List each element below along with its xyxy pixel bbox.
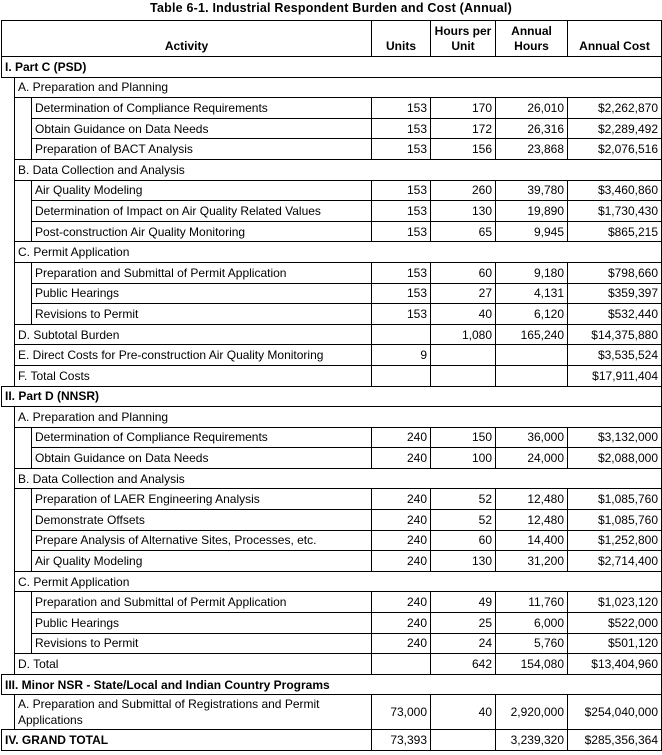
indent-cell (2, 77, 15, 98)
units-cell: 240 (372, 448, 431, 469)
units-cell: 240 (372, 427, 431, 448)
annual-hours-cell: 24,000 (496, 448, 568, 469)
indent-cell (2, 304, 15, 325)
table-row (2, 221, 662, 242)
table-row (2, 365, 662, 386)
annual-hours-cell (496, 345, 568, 366)
annual-hours-cell: 36,000 (496, 427, 568, 448)
indent-cell (2, 448, 15, 469)
hours-per-unit-cell: 24 (431, 633, 496, 654)
activity-cell: Preparation of LAER Engineering Analysis (32, 489, 372, 510)
activity-cell: D. Subtotal Burden (15, 324, 372, 345)
annual-cost-cell: $17,911,404 (568, 365, 662, 386)
hours-per-unit-cell: 642 (431, 654, 496, 675)
table-row (2, 98, 662, 119)
hours-per-unit-cell: 1,080 (431, 324, 496, 345)
annual-hours-cell: 5,760 (496, 633, 568, 654)
annual-hours-cell: 26,316 (496, 118, 568, 139)
indent-cell (2, 633, 15, 654)
annual-hours-cell: 3,239,320 (496, 730, 568, 751)
units-cell: 153 (372, 262, 431, 283)
activity-cell: Determination of Compliance Requirements (32, 427, 372, 448)
indent-cell (15, 613, 32, 634)
annual-cost-cell: $254,040,000 (568, 695, 662, 730)
hours-per-unit-cell: 156 (431, 139, 496, 160)
indent-cell (2, 159, 15, 180)
indent-cell (15, 98, 32, 119)
activity-cell: Revisions to Permit (32, 633, 372, 654)
annual-hours-cell: 4,131 (496, 283, 568, 304)
hours-per-unit-cell: 52 (431, 510, 496, 531)
hours-per-unit-cell: 130 (431, 551, 496, 572)
units-cell: 153 (372, 304, 431, 325)
header-annual-hours: Annual Hours (496, 21, 568, 57)
table-row (2, 427, 662, 448)
activity-cell: Preparation of BACT Analysis (32, 139, 372, 160)
indent-cell (2, 201, 15, 222)
annual-cost-cell: $2,088,000 (568, 448, 662, 469)
hours-per-unit-cell: 150 (431, 427, 496, 448)
table-row (2, 489, 662, 510)
table-row (2, 118, 662, 139)
annual-hours-cell: 165,240 (496, 324, 568, 345)
units-cell: 153 (372, 283, 431, 304)
indent-cell (15, 551, 32, 572)
table-row (2, 730, 662, 751)
units-cell (372, 654, 431, 675)
indent-cell (2, 407, 15, 428)
hours-per-unit-cell: 40 (431, 695, 496, 730)
indent-cell (15, 283, 32, 304)
indent-cell (15, 139, 32, 160)
table-row (2, 633, 662, 654)
activity-cell: Determination of Compliance Requirements (32, 98, 372, 119)
indent-cell (2, 139, 15, 160)
indent-cell (2, 468, 15, 489)
activity-cell: A. Preparation and Submittal of Registrations and Permit Applications (15, 695, 372, 730)
units-cell: 240 (372, 613, 431, 634)
annual-hours-cell: 11,760 (496, 592, 568, 613)
activity-cell: Air Quality Modeling (32, 551, 372, 572)
indent-cell (15, 592, 32, 613)
table-row (2, 551, 662, 572)
table-row (2, 448, 662, 469)
hours-per-unit-cell: 25 (431, 613, 496, 634)
table-row (2, 242, 662, 263)
indent-cell (2, 283, 15, 304)
indent-cell (15, 304, 32, 325)
annual-cost-cell: $3,460,860 (568, 180, 662, 201)
table-row (2, 654, 662, 675)
indent-cell (2, 551, 15, 572)
activity-cell: Public Hearings (32, 613, 372, 634)
units-cell (372, 365, 431, 386)
hours-per-unit-cell: 170 (431, 98, 496, 119)
activity-cell: E. Direct Costs for Pre-construction Air Quality Monitoring (15, 345, 372, 366)
indent-cell (15, 489, 32, 510)
annual-hours-cell: 12,480 (496, 510, 568, 531)
subsection-heading: C. Permit Application (15, 242, 662, 263)
table-title: Table 6-1. Industrial Respondent Burden and Cost (Annual) (150, 1, 512, 15)
indent-cell (2, 489, 15, 510)
hours-per-unit-cell: 27 (431, 283, 496, 304)
table-row (2, 304, 662, 325)
annual-cost-cell: $1,730,430 (568, 201, 662, 222)
hours-per-unit-cell: 130 (431, 201, 496, 222)
subsection-heading: A. Preparation and Planning (15, 77, 662, 98)
indent-cell (2, 118, 15, 139)
indent-cell (15, 262, 32, 283)
hours-per-unit-cell: 49 (431, 592, 496, 613)
hours-per-unit-cell: 40 (431, 304, 496, 325)
units-cell: 240 (372, 592, 431, 613)
table-row (2, 262, 662, 283)
subsection-heading: B. Data Collection and Analysis (15, 159, 662, 180)
activity-cell: Determination of Impact on Air Quality Related Values (32, 201, 372, 222)
units-cell: 153 (372, 201, 431, 222)
activity-cell: Prepare Analysis of Alternative Sites, Processes, etc. (32, 530, 372, 551)
annual-cost-cell: $13,404,960 (568, 654, 662, 675)
header-annual-cost: Annual Cost (568, 21, 662, 57)
annual-cost-cell: $285,356,364 (568, 730, 662, 751)
indent-cell (2, 613, 15, 634)
annual-hours-cell: 19,890 (496, 201, 568, 222)
annual-cost-cell: $2,262,870 (568, 98, 662, 119)
table-row (2, 468, 662, 489)
table-row (2, 57, 662, 78)
annual-hours-cell: 39,780 (496, 180, 568, 201)
annual-cost-cell: $1,023,120 (568, 592, 662, 613)
table-row (2, 510, 662, 531)
annual-hours-cell: 14,400 (496, 530, 568, 551)
grand-total-label: IV. GRAND TOTAL (2, 730, 372, 751)
annual-cost-cell: $14,375,880 (568, 324, 662, 345)
annual-hours-cell: 6,000 (496, 613, 568, 634)
hours-per-unit-cell: 172 (431, 118, 496, 139)
annual-cost-cell: $1,085,760 (568, 489, 662, 510)
header-hours-per-unit: Hours per Unit (431, 21, 496, 57)
units-cell: 153 (372, 180, 431, 201)
indent-cell (15, 180, 32, 201)
table-row (2, 345, 662, 366)
annual-cost-cell: $501,120 (568, 633, 662, 654)
activity-cell: Demonstrate Offsets (32, 510, 372, 531)
activity-cell: D. Total (15, 654, 372, 675)
indent-cell (2, 592, 15, 613)
subsection-heading: B. Data Collection and Analysis (15, 468, 662, 489)
activity-cell: Public Hearings (32, 283, 372, 304)
annual-cost-cell: $1,085,760 (568, 510, 662, 531)
table-row (2, 386, 662, 407)
hours-per-unit-cell: 60 (431, 262, 496, 283)
units-cell (372, 324, 431, 345)
indent-cell (2, 654, 15, 675)
indent-cell (2, 365, 15, 386)
annual-cost-cell: $359,397 (568, 283, 662, 304)
indent-cell (15, 201, 32, 222)
hours-per-unit-cell (431, 345, 496, 366)
hours-per-unit-cell: 52 (431, 489, 496, 510)
units-cell: 73,000 (372, 695, 431, 730)
annual-cost-cell: $3,535,524 (568, 345, 662, 366)
table-row (2, 77, 662, 98)
annual-cost-cell: $3,132,000 (568, 427, 662, 448)
units-cell: 9 (372, 345, 431, 366)
section-heading: I. Part C (PSD) (2, 57, 662, 78)
activity-cell: Revisions to Permit (32, 304, 372, 325)
table-row (2, 674, 662, 695)
annual-cost-cell: $532,440 (568, 304, 662, 325)
indent-cell (2, 571, 15, 592)
units-cell: 240 (372, 551, 431, 572)
table-row (2, 530, 662, 551)
activity-cell: F. Total Costs (15, 365, 372, 386)
indent-cell (2, 695, 15, 730)
annual-cost-cell: $2,714,400 (568, 551, 662, 572)
annual-hours-cell: 23,868 (496, 139, 568, 160)
indent-cell (2, 180, 15, 201)
units-cell: 240 (372, 530, 431, 551)
activity-cell: Post-construction Air Quality Monitoring (32, 221, 372, 242)
units-cell: 73,393 (372, 730, 431, 751)
units-cell: 153 (372, 98, 431, 119)
annual-hours-cell: 154,080 (496, 654, 568, 675)
header-activity: Activity (2, 21, 372, 57)
indent-cell (15, 221, 32, 242)
table-row (2, 201, 662, 222)
indent-cell (15, 633, 32, 654)
indent-cell (2, 98, 15, 119)
section-heading: III. Minor NSR - State/Local and Indian Country Programs (2, 674, 662, 695)
hours-per-unit-cell: 100 (431, 448, 496, 469)
indent-cell (2, 262, 15, 283)
units-cell: 153 (372, 139, 431, 160)
table-row (2, 613, 662, 634)
units-cell: 240 (372, 489, 431, 510)
annual-hours-cell: 2,920,000 (496, 695, 568, 730)
hours-per-unit-cell (431, 365, 496, 386)
indent-cell (15, 510, 32, 531)
annual-cost-cell: $522,000 (568, 613, 662, 634)
units-cell: 240 (372, 510, 431, 531)
hours-per-unit-cell (431, 730, 496, 751)
annual-hours-cell: 9,180 (496, 262, 568, 283)
annual-cost-cell: $798,660 (568, 262, 662, 283)
indent-cell (2, 324, 15, 345)
annual-hours-cell: 12,480 (496, 489, 568, 510)
indent-cell (15, 530, 32, 551)
hours-per-unit-cell: 60 (431, 530, 496, 551)
indent-cell (2, 345, 15, 366)
annual-cost-cell: $2,289,492 (568, 118, 662, 139)
table-row (2, 324, 662, 345)
annual-hours-cell: 6,120 (496, 304, 568, 325)
table-row (2, 695, 662, 730)
table-row (2, 180, 662, 201)
subsection-heading: C. Permit Application (15, 571, 662, 592)
hours-per-unit-cell: 260 (431, 180, 496, 201)
table-row (2, 139, 662, 160)
units-cell: 240 (372, 633, 431, 654)
activity-cell: Preparation and Submittal of Permit Application (32, 262, 372, 283)
units-cell: 153 (372, 221, 431, 242)
subsection-heading: A. Preparation and Planning (15, 407, 662, 428)
indent-cell (15, 427, 32, 448)
activity-cell: Air Quality Modeling (32, 180, 372, 201)
burden-cost-table (1, 20, 662, 751)
table-row (2, 159, 662, 180)
indent-cell (2, 510, 15, 531)
indent-cell (2, 530, 15, 551)
section-heading: II. Part D (NNSR) (2, 386, 662, 407)
table-row (2, 571, 662, 592)
annual-hours-cell: 31,200 (496, 551, 568, 572)
annual-cost-cell: $865,215 (568, 221, 662, 242)
annual-hours-cell: 9,945 (496, 221, 568, 242)
annual-hours-cell: 26,010 (496, 98, 568, 119)
annual-cost-cell: $1,252,800 (568, 530, 662, 551)
table-row (2, 407, 662, 428)
annual-hours-cell (496, 365, 568, 386)
units-cell: 153 (372, 118, 431, 139)
table-row (2, 283, 662, 304)
table-row (2, 592, 662, 613)
activity-cell: Obtain Guidance on Data Needs (32, 118, 372, 139)
activity-cell: Obtain Guidance on Data Needs (32, 448, 372, 469)
indent-cell (15, 448, 32, 469)
header-units: Units (372, 21, 431, 57)
annual-cost-cell: $2,076,516 (568, 139, 662, 160)
hours-per-unit-cell: 65 (431, 221, 496, 242)
indent-cell (15, 118, 32, 139)
indent-cell (2, 242, 15, 263)
activity-cell: Preparation and Submittal of Permit Application (32, 592, 372, 613)
indent-cell (2, 427, 15, 448)
indent-cell (2, 221, 15, 242)
